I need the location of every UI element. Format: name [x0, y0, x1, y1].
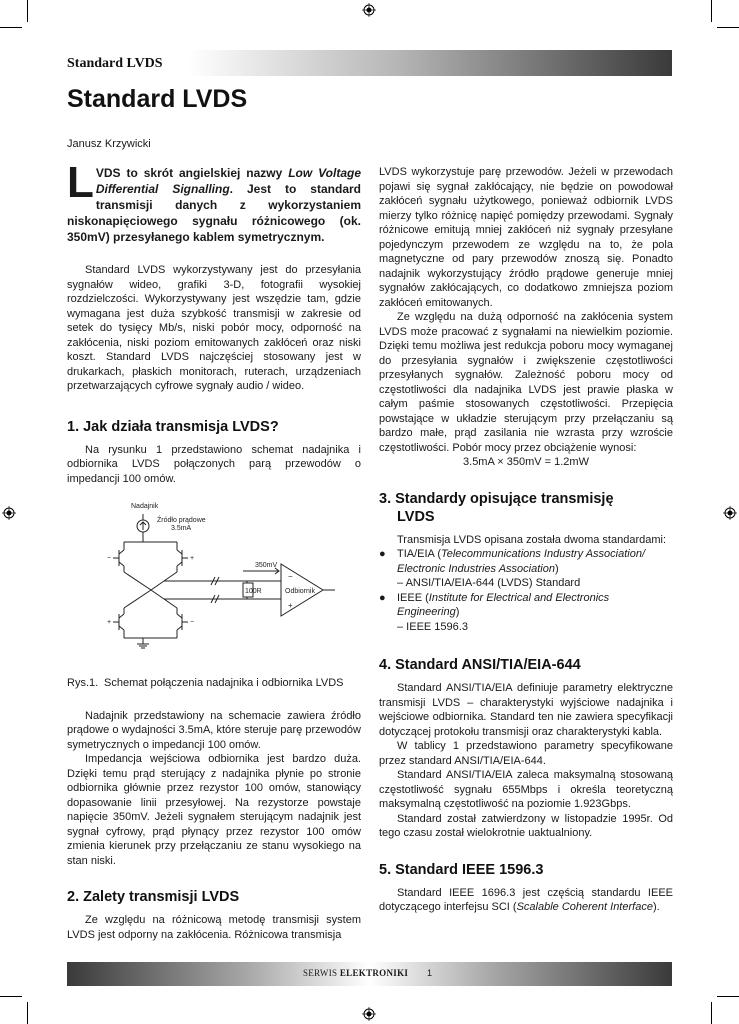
author: Janusz Krzywicki — [67, 138, 151, 150]
label-right-top-plus: + — [190, 555, 195, 562]
section-2-heading: 2. Zalety transmisji LVDS — [67, 889, 240, 905]
lead-text-end: . Jest to standard transmisji danych z wykorzystaniem niskonapięciowego sygnału różnicowego (ok. 350mV) przesyłanego kablem symetrycznym. — [67, 182, 361, 244]
label-source: Źródło prądowe — [157, 517, 206, 524]
section-4-paragraph-4: Standard został zatwierdzony w listopadzie 1995r. Od tego czasu został wielokrotnie uaktualniony. — [379, 812, 673, 839]
list-item-text-end: ) — [554, 562, 559, 575]
section-1-heading: 1. Jak działa transmisja LVDS? — [67, 418, 279, 435]
section-4-paragraph-3: Standard ANSI/TIA/EIA zaleca maksymalną stosowaną częstotliwość sygnału 655Mbps i określa teoretyczną maksymalną częstotliwość na poziomie 1.923Gbps. — [379, 769, 673, 810]
caption-text: Schemat połączenia nadajnika i odbiornika LVDS — [104, 677, 344, 689]
crop-mark — [717, 27, 739, 28]
crop-mark — [711, 0, 712, 22]
footer-brand-thin: SERWIS — [303, 968, 338, 978]
standards-list — [379, 547, 673, 634]
label-receiver-minus: − — [288, 572, 293, 581]
list-item-text: IEEE ( — [397, 591, 429, 604]
section-5-text-end: ). — [652, 901, 660, 913]
registration-mark-icon — [362, 1007, 376, 1021]
list-sub-item: – ANSI/TIA/EIA-644 (LVDS) Standard — [397, 577, 581, 589]
label-receiver: Odbiornik — [285, 588, 315, 595]
left-column — [67, 158, 361, 942]
power-formula: 3.5mA × 350mV = 1.2mW — [463, 456, 589, 468]
bullet-icon: ● — [379, 548, 386, 560]
section-5-italic: Scalable Coherent Interface — [516, 901, 653, 913]
list-item — [379, 591, 673, 620]
footer-brand-bold: ELEKTRONIKI — [339, 968, 409, 978]
list-item-italic: Telecommunications Industry Association/ Electronic Industries Association — [397, 548, 646, 575]
intro-paragraph: Standard LVDS wykorzystywany jest do przesyłania sygnałów wideo, grafiki 3-D, fotografii wysokiej rozdzielczości. Wykorzystywany jest wszędzie tam, gdzie wymagana jest duża szybkość transmisji w zakresie od setek do tysięcy Mb/s, niski pobór mocy, odporność na zakłócenia, niski poziom emitowanych zakłóceń oraz niski koszt. Standard LVDS najczęściej stosowany jest w drukarkach, płaskich monitorach, ruterach, urządzeniach przetwarzających cyfrowe sygnały audio / wideo. — [67, 264, 361, 392]
bullet-icon: ● — [379, 591, 386, 604]
list-item-italic: Institute for Electrical and Electronics Engineering — [397, 591, 610, 618]
section-1-paragraph-2: Nadajnik przedstawiony na schemacie zawiera źródło prądowe o wydajności 3.5mA, które steruje parę przewodów symetrycznych o impedancji 100 omów. — [67, 709, 361, 751]
section-5-paragraph — [379, 886, 673, 915]
crop-mark — [0, 996, 22, 997]
list-item-text: TIA/EIA ( — [397, 548, 442, 560]
caption-label: Rys.1. — [67, 677, 99, 689]
list-item-text-end: ) — [455, 606, 460, 618]
section-3-heading — [379, 490, 673, 526]
crop-mark — [27, 0, 28, 22]
lead-italic: Low Voltage Differential Signalling — [95, 166, 361, 196]
section-3-heading-line-1: 3. Standardy opisujące transmisję — [379, 490, 614, 507]
running-header-title: Standard LVDS — [67, 56, 163, 71]
lead-paragraph — [67, 158, 361, 245]
registration-mark-icon — [2, 506, 16, 520]
list-item — [379, 547, 673, 576]
figure-caption — [67, 676, 361, 691]
label-receiver-plus: + — [288, 601, 293, 610]
crop-mark — [27, 1002, 28, 1024]
section-2-paragraph-3: Ze względu na dużą odporność na zakłócenia system LVDS może pracować z sygnałami na niewielkim poziomie. Dzięki temu możliwa jest redukcja poboru mocy wymaganej do przesyłania sygnałów i zwiększenie częstotliwości przesyłanych sygnałów. Zależność poboru mocy od częstotliwości dla nadajnika LVDS jest prawie płaska w całym paśmie stosowanych częstotliwości. Przepięcia powstające w układzie sterującym przy przełączaniu są bardzo małe, prąd zasilania nie wzrasta przy wzroście częstotliwości. Pobór mocy przez obciążenie wynosi: — [379, 311, 673, 454]
section-2-paragraph-1: Ze względu na różnicową metodę transmisji system LVDS jest odporny na zakłócenia. Różnicowa transmisja — [67, 914, 361, 941]
list-sub-item: – IEEE 1596.3 — [397, 620, 468, 633]
registration-mark-icon — [723, 506, 737, 520]
lvds-schematic — [67, 496, 361, 666]
section-1-paragraph-3: Impedancja wejściowa odbiornika jest bardzo duża. Dzięki temu prąd sterujący z nadajnika płynie po stronie odbiornika głównie przez rezystor 100 omów, stanowiący dopasowanie linii przesyłowej. Na rezystorze powstaje napięcie 350mV. Jeżeli sygnałem sterującym nadajnik jest sygnał cyfrowy, prąd płynący przez rezystor 100 omów zmienia kierunek przy przełączaniu ze stanu wysokiego na stan niski. — [67, 753, 361, 867]
label-resistor: 100R — [245, 588, 262, 595]
lead-text: VDS to skrót angielskiej nazwy — [95, 166, 289, 180]
section-3-paragraph: Transmisja LVDS opisana została dwoma standardami: — [397, 533, 667, 546]
label-source-current: 3.5mA — [171, 525, 192, 532]
section-4-paragraph-2: W tablicy 1 przedstawiono parametry specyfikowane przez standard ANSI/TIA/EIA-644. — [379, 740, 673, 767]
lvds-schematic-figure — [67, 496, 361, 666]
crop-mark — [711, 1002, 712, 1024]
crop-mark — [0, 27, 22, 28]
right-column — [379, 165, 673, 915]
page-number: 1 — [427, 968, 433, 978]
section-5-heading: 5. Standard IEEE 1596.3 — [379, 861, 544, 878]
section-5-text: Standard IEEE 1696.3 jest częścią standardu IEEE dotyczącego interfejsu SCI ( — [379, 886, 673, 913]
label-nadajnik: Nadajnik — [131, 503, 159, 510]
section-3-heading-line-2: LVDS — [397, 508, 435, 525]
label-voltage: 350mV — [255, 562, 278, 569]
article-title: Standard LVDS — [67, 85, 248, 113]
section-4-heading: 4. Standard ANSI/TIA/EIA-644 — [379, 657, 581, 673]
crop-mark — [717, 996, 739, 997]
footer-brand — [303, 968, 408, 978]
label-left-top-minus: − — [107, 555, 112, 562]
section-1-paragraph: Na rysunku 1 przedstawiono schemat nadajnika i odbiornika LVDS połączonych parą przewodów o impedancji 100 omów. — [67, 443, 361, 485]
label-right-bottom-minus: − — [190, 619, 195, 626]
label-left-bottom-plus: + — [107, 619, 112, 626]
section-4-paragraph-1: Standard ANSI/TIA/EIA definiuje parametry elektryczne transmisji LVDS – charakterystyki wyjściowe nadajnika i wejściowe odbiornika. Standard ten nie zawiera specyfikacji dotyczącej protokołu transmisji oraz charakterystyki kabla. — [379, 682, 673, 738]
section-2-paragraph-2: LVDS wykorzystuje parę przewodów. Jeżeli w przewodach pojawi się sygnał zakłócający, nie będzie on powodował zakłóceń sygnału użytkowego, ponieważ odbiornik LVDS mierzy tylko różnicę napięć pomiędzy przewodami. Sygnały różnicowe emitują mniej zakłóceń niż sygnały przesyłane pojedynczym przewodem ze względu na to, że pola magnetyczne od pary przewodów znoszą się. Ponadto nadajnik wykorzystujący źródło prądowe generuje mniej sygnałów zakłócających, co dodatkowo zmniejsza poziom zakłóceń emitowanych. — [379, 166, 673, 309]
registration-mark-icon — [362, 3, 376, 17]
drop-cap: L — [67, 158, 94, 207]
